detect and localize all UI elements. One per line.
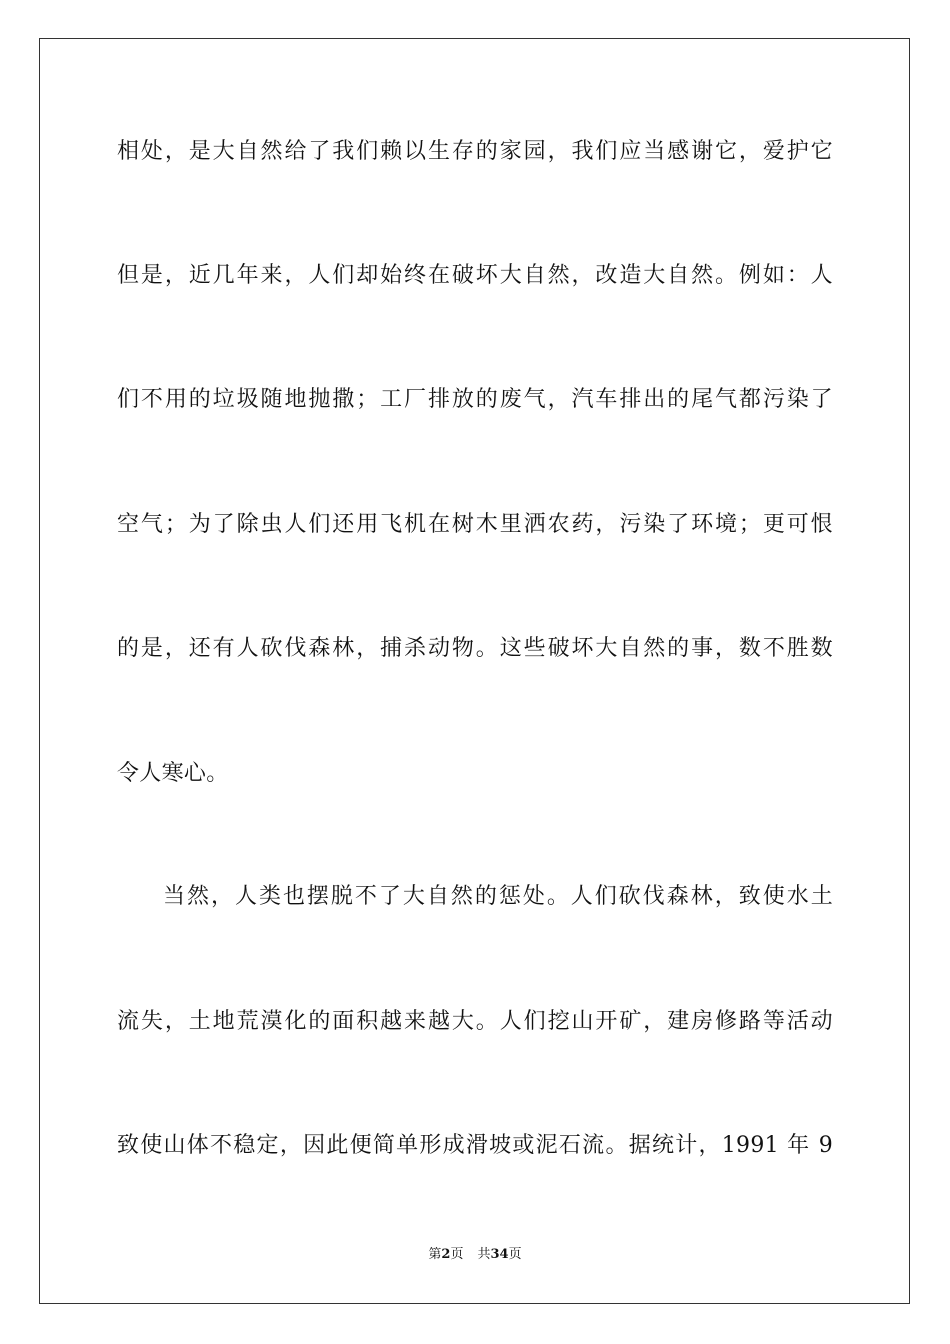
text-line: 流失，土地荒漠化的面积越来越大。人们挖山开矿，建房修路等活动 (117, 1009, 833, 1034)
text-line: 的是，还有人砍伐森林，捕杀动物。这些破坏大自然的事，数不胜数 (117, 636, 833, 661)
total-pages: 34 (490, 1247, 509, 1262)
page-number: 2 (441, 1247, 451, 1262)
text-line: 令人寒心。 (117, 761, 229, 786)
text-line: 但是，近几年来，人们却始终在破坏大自然，改造大自然。例如：人 (117, 263, 833, 288)
page-border (39, 38, 910, 1304)
text-line: 们不用的垃圾随地抛撒；工厂排放的废气，汽车排出的尾气都污染了 (117, 387, 833, 412)
page-suffix: 页 (450, 1247, 464, 1262)
text-line: 致使山体不稳定，因此便简单形成滑坡或泥石流。据统计，1991 年 9 (117, 1133, 833, 1158)
text-line: 空气；为了除虫人们还用飞机在树木里洒农药，污染了环境；更可恨 (117, 512, 833, 537)
page-prefix: 第 (428, 1247, 442, 1262)
text-line: 相处，是大自然给了我们赖以生存的家园，我们应当感谢它，爱护它 (117, 139, 833, 164)
total-suffix: 页 (508, 1247, 522, 1262)
total-prefix: 共 (477, 1247, 491, 1262)
page-footer (0, 1246, 950, 1264)
paragraph-first-line: 当然，人类也摆脱不了大自然的惩处。人们砍伐森林，致使水土 (163, 884, 833, 909)
